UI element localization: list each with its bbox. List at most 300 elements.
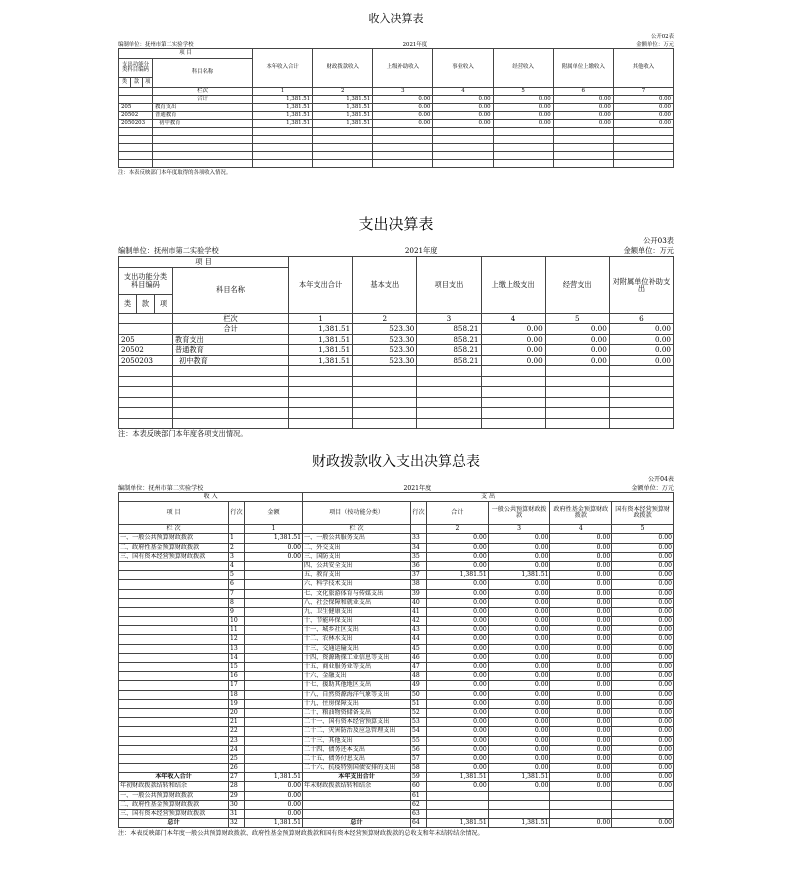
- row-number: 34: [411, 543, 427, 552]
- amount-cell: 0.00: [612, 736, 674, 745]
- lei-header: 类: [119, 294, 137, 313]
- amount-cell: 858.21: [417, 345, 481, 356]
- amount-cell: 1,381.51: [253, 104, 313, 112]
- row-number: 61: [411, 791, 427, 800]
- row-number: 4: [229, 561, 245, 570]
- amount-cell: 0.00: [612, 718, 674, 727]
- income-amount: [245, 736, 303, 745]
- amount-cell: 0.00: [612, 589, 674, 598]
- table-row: [119, 104, 674, 112]
- sheet-meta: [118, 483, 674, 492]
- amount-unit: 金额单位：万元: [631, 485, 674, 492]
- row-number: 1: [229, 534, 245, 543]
- row-number: 56: [411, 745, 427, 754]
- amount-cell: 0.00: [550, 598, 612, 607]
- amount-cell: 1,381.51: [289, 345, 353, 356]
- income-amount: [245, 617, 303, 626]
- name-header: 科目名称: [173, 267, 289, 313]
- income-amount: [245, 653, 303, 662]
- amount-cell: 0.00: [553, 104, 613, 112]
- row-number: 13: [229, 644, 245, 653]
- amount-cell: 0.00: [373, 96, 433, 104]
- expense-statement-sheet: [118, 211, 674, 439]
- col-number: 5: [545, 313, 609, 324]
- expense-item: 七、文化旅游体育与传媒支出: [303, 589, 411, 598]
- amount-cell: 0.00: [550, 635, 612, 644]
- grand-total-expense: 1,381.51: [427, 819, 489, 828]
- row-number: 5: [229, 571, 245, 580]
- amount-cell: 0.00: [550, 617, 612, 626]
- income-amount: [245, 607, 303, 616]
- grand-total-label: 总计: [119, 819, 229, 828]
- amount-cell: 0.00: [545, 324, 609, 335]
- row-number: 46: [411, 653, 427, 662]
- income-amount: [245, 561, 303, 570]
- row-number: 24: [229, 745, 245, 754]
- table-row: [119, 800, 674, 809]
- subject-code: 205: [119, 334, 173, 345]
- amount-cell: 0.00: [427, 708, 489, 717]
- table-row: [119, 355, 674, 366]
- row-number: 29: [229, 791, 245, 800]
- row-number: 59: [411, 773, 427, 782]
- amount-cell: 0.00: [612, 626, 674, 635]
- row-number: 21: [229, 718, 245, 727]
- amount-cell: 0.00: [550, 644, 612, 653]
- income-item: [119, 699, 229, 708]
- income-amount: 0.00: [245, 791, 303, 800]
- amount-cell: 0.00: [427, 589, 489, 598]
- table-row: [119, 727, 674, 736]
- row-number: 20: [229, 708, 245, 717]
- table-row: [119, 120, 674, 128]
- amount-cell: 0.00: [613, 112, 673, 120]
- amount-cell: 0.00: [550, 708, 612, 717]
- income-amount: [245, 754, 303, 763]
- amount-cell: 0.00: [550, 764, 612, 773]
- table-row: [119, 626, 674, 635]
- fiscal-summary-table: [118, 492, 674, 828]
- table-row: [119, 672, 674, 681]
- income-item: [119, 644, 229, 653]
- amount-cell: 0.00: [488, 543, 550, 552]
- table-row: [119, 543, 674, 552]
- amount-cell: 0.00: [612, 552, 674, 561]
- row-number: 48: [411, 672, 427, 681]
- income-item: [119, 745, 229, 754]
- expense-item: 十一、城乡社区支出: [303, 626, 411, 635]
- amount-cell: 0.00: [433, 120, 493, 128]
- income-total-label: 本年收入合计: [119, 773, 229, 782]
- income-item: 一、一般公共预算财政拨款: [119, 534, 229, 543]
- row-number: 54: [411, 727, 427, 736]
- expense-table: [118, 256, 674, 429]
- amount-cell: 0.00: [427, 718, 489, 727]
- amount-cell: 0.00: [612, 690, 674, 699]
- carry-out-value: 0.00: [550, 782, 612, 791]
- expense-item: [303, 810, 411, 819]
- table-row: [119, 718, 674, 727]
- table-row: [119, 345, 674, 356]
- table-row: [119, 324, 674, 335]
- row-number: 15: [229, 663, 245, 672]
- income-amount: [245, 663, 303, 672]
- total-header: 合计: [427, 502, 489, 525]
- expense-item: 十六、金融支出: [303, 672, 411, 681]
- income-amount: 0.00: [245, 543, 303, 552]
- table-row: [119, 754, 674, 763]
- table-row: [119, 681, 674, 690]
- carry-out-label: 年末财政拨款结转和结余: [303, 782, 411, 791]
- amount-cell: [550, 791, 612, 800]
- amount-cell: 0.00: [488, 718, 550, 727]
- col-number: 4: [481, 313, 545, 324]
- amount-cell: 0.00: [427, 727, 489, 736]
- amount-cell: [612, 791, 674, 800]
- amount-cell: 0.00: [427, 672, 489, 681]
- prepared-by: 编制单位：抚州市第二实验学校: [118, 485, 204, 492]
- lei-header: 类: [119, 78, 131, 88]
- xiang-header: 项: [155, 294, 173, 313]
- amount-cell: 0.00: [488, 644, 550, 653]
- row-number: 16: [229, 672, 245, 681]
- lanci-label: 栏 次: [303, 525, 411, 534]
- row-number: 25: [229, 754, 245, 763]
- amount-unit: 金额单位：万元: [623, 246, 674, 255]
- lanci-label: 栏次: [173, 313, 289, 324]
- income-item: 三、国有资本经营预算财政拨款: [119, 552, 229, 561]
- amount-cell: 0.00: [613, 96, 673, 104]
- amount-cell: 0.00: [493, 112, 553, 120]
- table-row: [119, 534, 674, 543]
- amount-cell: 0.00: [488, 607, 550, 616]
- income-amount: [245, 626, 303, 635]
- amount-cell: 0.00: [427, 653, 489, 662]
- col-header: 经营收入: [493, 49, 553, 88]
- row-number: 17: [229, 681, 245, 690]
- subject-name: 教育支出: [153, 104, 253, 112]
- amount-cell: 0.00: [488, 617, 550, 626]
- amount-cell: 0.00: [427, 699, 489, 708]
- amount-cell: 0.00: [553, 120, 613, 128]
- subject-name: 合计: [173, 324, 289, 335]
- amount-cell: 0.00: [481, 345, 545, 356]
- expense-item: 十七、援助其他地区支出: [303, 681, 411, 690]
- expense-item: 十二、农林水支出: [303, 635, 411, 644]
- income-header: 收 入: [119, 493, 303, 502]
- row-number: 23: [229, 736, 245, 745]
- amount-cell: 0.00: [427, 598, 489, 607]
- income-item: [119, 736, 229, 745]
- amount-cell: 0.00: [433, 104, 493, 112]
- grand-total-expense: 1,381.51: [488, 819, 550, 828]
- expense-item: 十八、自然资源海洋气象等支出: [303, 690, 411, 699]
- row-number: 14: [229, 653, 245, 662]
- row-number: 58: [411, 764, 427, 773]
- empty-row: [119, 144, 674, 152]
- grand-total-expense: 0.00: [612, 819, 674, 828]
- amount-cell: 0.00: [427, 690, 489, 699]
- row-number: 45: [411, 644, 427, 653]
- income-item: [119, 571, 229, 580]
- amount-cell: 523.30: [353, 334, 417, 345]
- row-number: 55: [411, 736, 427, 745]
- amount-cell: 0.00: [488, 672, 550, 681]
- col-number: 4: [433, 88, 493, 96]
- amount-cell: 0.00: [612, 644, 674, 653]
- row-number: 53: [411, 718, 427, 727]
- row-number: 12: [229, 635, 245, 644]
- col-number: 2: [313, 88, 373, 96]
- income-item: [119, 681, 229, 690]
- code-header: 支出功能分类科目编码: [119, 59, 153, 78]
- amount-cell: 0.00: [427, 745, 489, 754]
- amount-cell: 0.00: [373, 104, 433, 112]
- amount-cell: 0.00: [545, 355, 609, 366]
- amount-cell: 0.00: [427, 561, 489, 570]
- amount-cell: 0.00: [612, 653, 674, 662]
- expense-item: 十九、住房保障支出: [303, 699, 411, 708]
- subject-code: 20502: [119, 345, 173, 356]
- kuan-header: 款: [137, 294, 155, 313]
- empty-row: [119, 387, 674, 398]
- table-row: [119, 552, 674, 561]
- amount-cell: 0.00: [545, 334, 609, 345]
- row-number: 42: [411, 617, 427, 626]
- expense-item: [303, 791, 411, 800]
- col-number: 7: [613, 88, 673, 96]
- income-item: 二、政府性基金预算财政拨款: [119, 543, 229, 552]
- col-header: 上缴上级支出: [481, 257, 545, 314]
- income-statement-sheet: [118, 8, 674, 176]
- row-no-header: 行次: [229, 502, 245, 525]
- fiscal-year: 2021年度: [402, 42, 428, 48]
- amount-cell: 0.00: [545, 345, 609, 356]
- income-item: [119, 727, 229, 736]
- col-header: 事业收入: [433, 49, 493, 88]
- amount-cell: 1,381.51: [488, 571, 550, 580]
- grand-total-label: 总计: [303, 819, 411, 828]
- expense-item: 十四、资源勘探工业信息等支出: [303, 653, 411, 662]
- income-amount: 0.00: [245, 810, 303, 819]
- income-item: [119, 607, 229, 616]
- row-number: 63: [411, 810, 427, 819]
- table-row: [119, 736, 674, 745]
- income-amount: [245, 764, 303, 773]
- amount-cell: 0.00: [612, 543, 674, 552]
- amount-cell: 0.00: [427, 580, 489, 589]
- row-number: 40: [411, 598, 427, 607]
- prepared-by: 编制单位：抚州市第二实验学校: [118, 42, 194, 48]
- amount-cell: 0.00: [493, 104, 553, 112]
- code-header: 支出功能分类科目编码: [119, 267, 173, 294]
- income-item: 二、政府性基金预算财政拨款: [119, 800, 229, 809]
- col-header: 基本支出: [353, 257, 417, 314]
- amount-cell: 0.00: [550, 754, 612, 763]
- amount-cell: 0.00: [488, 561, 550, 570]
- income-item: 三、国有资本经营预算财政拨款: [119, 810, 229, 819]
- amount-cell: 0.00: [488, 598, 550, 607]
- expense-item: 九、卫生健康支出: [303, 607, 411, 616]
- col-number: 5: [493, 88, 553, 96]
- amount-cell: 0.00: [488, 534, 550, 543]
- amount-cell: 0.00: [550, 607, 612, 616]
- row-number: 8: [229, 598, 245, 607]
- col-header: 上级补助收入: [373, 49, 433, 88]
- table-note: 注：本表反映部门本年度各项支出情况。: [118, 429, 248, 438]
- gov-fund-header: 政府性基金预算财政拨款: [550, 502, 612, 525]
- subject-name: 教育支出: [173, 334, 289, 345]
- amount-cell: 0.00: [550, 561, 612, 570]
- amount-cell: 0.00: [488, 708, 550, 717]
- expense-item: 二十四、债务还本支出: [303, 745, 411, 754]
- amount-cell: 1,381.51: [427, 571, 489, 580]
- expense-total: 1,381.51: [488, 773, 550, 782]
- carry-out-value: 0.00: [612, 782, 674, 791]
- amount-cell: 0.00: [550, 580, 612, 589]
- col-number: 1: [245, 525, 303, 534]
- amount-cell: 0.00: [612, 699, 674, 708]
- amount-cell: 1,381.51: [313, 112, 373, 120]
- row-number: 64: [411, 819, 427, 828]
- col-number: 1: [289, 313, 353, 324]
- amount-cell: 0.00: [550, 543, 612, 552]
- table-row: [119, 644, 674, 653]
- state-capital-header: 国有资本经营预算财政拨款: [612, 502, 674, 525]
- income-amount: 0.00: [245, 552, 303, 561]
- col-header: 经营支出: [545, 257, 609, 314]
- expense-header: 支 出: [303, 493, 674, 502]
- empty-row: [119, 366, 674, 377]
- amount-cell: 0.00: [609, 345, 673, 356]
- amount-cell: 0.00: [612, 754, 674, 763]
- amount-cell: [488, 800, 550, 809]
- table-row: [119, 607, 674, 616]
- subject-code: [119, 96, 153, 104]
- amount-cell: [612, 810, 674, 819]
- subject-code: [119, 324, 173, 335]
- amount-cell: 0.00: [612, 571, 674, 580]
- subject-name: 初中教育: [153, 120, 253, 128]
- table-row: [119, 635, 674, 644]
- amount-cell: 0.00: [488, 754, 550, 763]
- amount-cell: 0.00: [612, 708, 674, 717]
- row-number: 44: [411, 635, 427, 644]
- expense-item: 一、一般公共服务支出: [303, 534, 411, 543]
- row-number: 62: [411, 800, 427, 809]
- row-number: 39: [411, 589, 427, 598]
- table-row: [119, 653, 674, 662]
- row-number: 35: [411, 552, 427, 561]
- amount-cell: 0.00: [550, 653, 612, 662]
- row-number: 30: [229, 800, 245, 809]
- col-number: 6: [553, 88, 613, 96]
- amount-cell: 0.00: [373, 112, 433, 120]
- col-header: 财政拨款收入: [313, 49, 373, 88]
- col-header: 对附属单位补助支出: [609, 257, 673, 314]
- income-item: [119, 589, 229, 598]
- amount-cell: 1,381.51: [313, 120, 373, 128]
- col-number: 3: [488, 525, 550, 534]
- amount-cell: 858.21: [417, 334, 481, 345]
- expense-item: 五、教育支出: [303, 571, 411, 580]
- amount-cell: 1,381.51: [253, 120, 313, 128]
- income-amount: [245, 644, 303, 653]
- table-row: [119, 764, 674, 773]
- row-number: 50: [411, 690, 427, 699]
- amount-cell: 1,381.51: [253, 112, 313, 120]
- income-item: [119, 626, 229, 635]
- amount-cell: 0.00: [612, 534, 674, 543]
- income-amount: 1,381.51: [245, 534, 303, 543]
- amount-cell: [550, 800, 612, 809]
- row-number: 2: [229, 543, 245, 552]
- income-amount: [245, 699, 303, 708]
- amount-cell: 0.00: [550, 727, 612, 736]
- amount-cell: 0.00: [609, 324, 673, 335]
- carry-out-value: 0.00: [427, 782, 489, 791]
- prepared-by: 编制单位：抚州市第二实验学校: [118, 246, 219, 255]
- expense-total-label: 本年支出合计: [303, 773, 411, 782]
- amount-cell: [427, 800, 489, 809]
- sheet-meta: [118, 40, 674, 48]
- table-row: [119, 791, 674, 800]
- amount-cell: 523.30: [353, 355, 417, 366]
- amount-cell: 0.00: [481, 324, 545, 335]
- item-header: 项 目: [119, 257, 289, 268]
- amount-cell: 0.00: [488, 727, 550, 736]
- amount-cell: 0.00: [427, 617, 489, 626]
- amount-cell: 1,381.51: [313, 104, 373, 112]
- table-note: 注：本表反映部门本年度一般公共预算财政拨款、政府性基金预算财政拨款和国有资本经营预算财政拨款的总收支和年末结转结余情况。: [118, 830, 484, 838]
- amount-cell: 0.00: [550, 699, 612, 708]
- amount-cell: [488, 791, 550, 800]
- amount-cell: 0.00: [488, 764, 550, 773]
- amount-cell: 0.00: [553, 112, 613, 120]
- col-header: 本年支出合计: [289, 257, 353, 314]
- table-row: [119, 589, 674, 598]
- subject-name: 普通教育: [153, 112, 253, 120]
- amount-cell: 0.00: [550, 534, 612, 543]
- expense-item: 八、社会保障和就业支出: [303, 598, 411, 607]
- table-row: [119, 699, 674, 708]
- amount-cell: 0.00: [550, 552, 612, 561]
- lanci-label: 栏 次: [119, 525, 229, 534]
- row-number: 6: [229, 580, 245, 589]
- amount-cell: 0.00: [609, 355, 673, 366]
- income-amount: [245, 681, 303, 690]
- income-item: [119, 653, 229, 662]
- amount-cell: 0.00: [550, 663, 612, 672]
- income-item: [119, 598, 229, 607]
- col-number: 1: [253, 88, 313, 96]
- item-header: 项 目: [119, 49, 253, 59]
- form-code: 公开03表: [643, 236, 674, 245]
- amount-cell: 0.00: [550, 681, 612, 690]
- amount-cell: 0.00: [488, 552, 550, 561]
- income-item: [119, 617, 229, 626]
- amount-cell: 0.00: [612, 672, 674, 681]
- expense-item: 十三、交通运输支出: [303, 644, 411, 653]
- kuan-header: 款: [131, 78, 143, 88]
- sheet-meta: [118, 246, 674, 256]
- expense-total: 1,381.51: [427, 773, 489, 782]
- subject-code: 205: [119, 104, 153, 112]
- table-row: [119, 598, 674, 607]
- table-row: [119, 334, 674, 345]
- amount-cell: 0.00: [427, 607, 489, 616]
- amount-cell: 0.00: [488, 589, 550, 598]
